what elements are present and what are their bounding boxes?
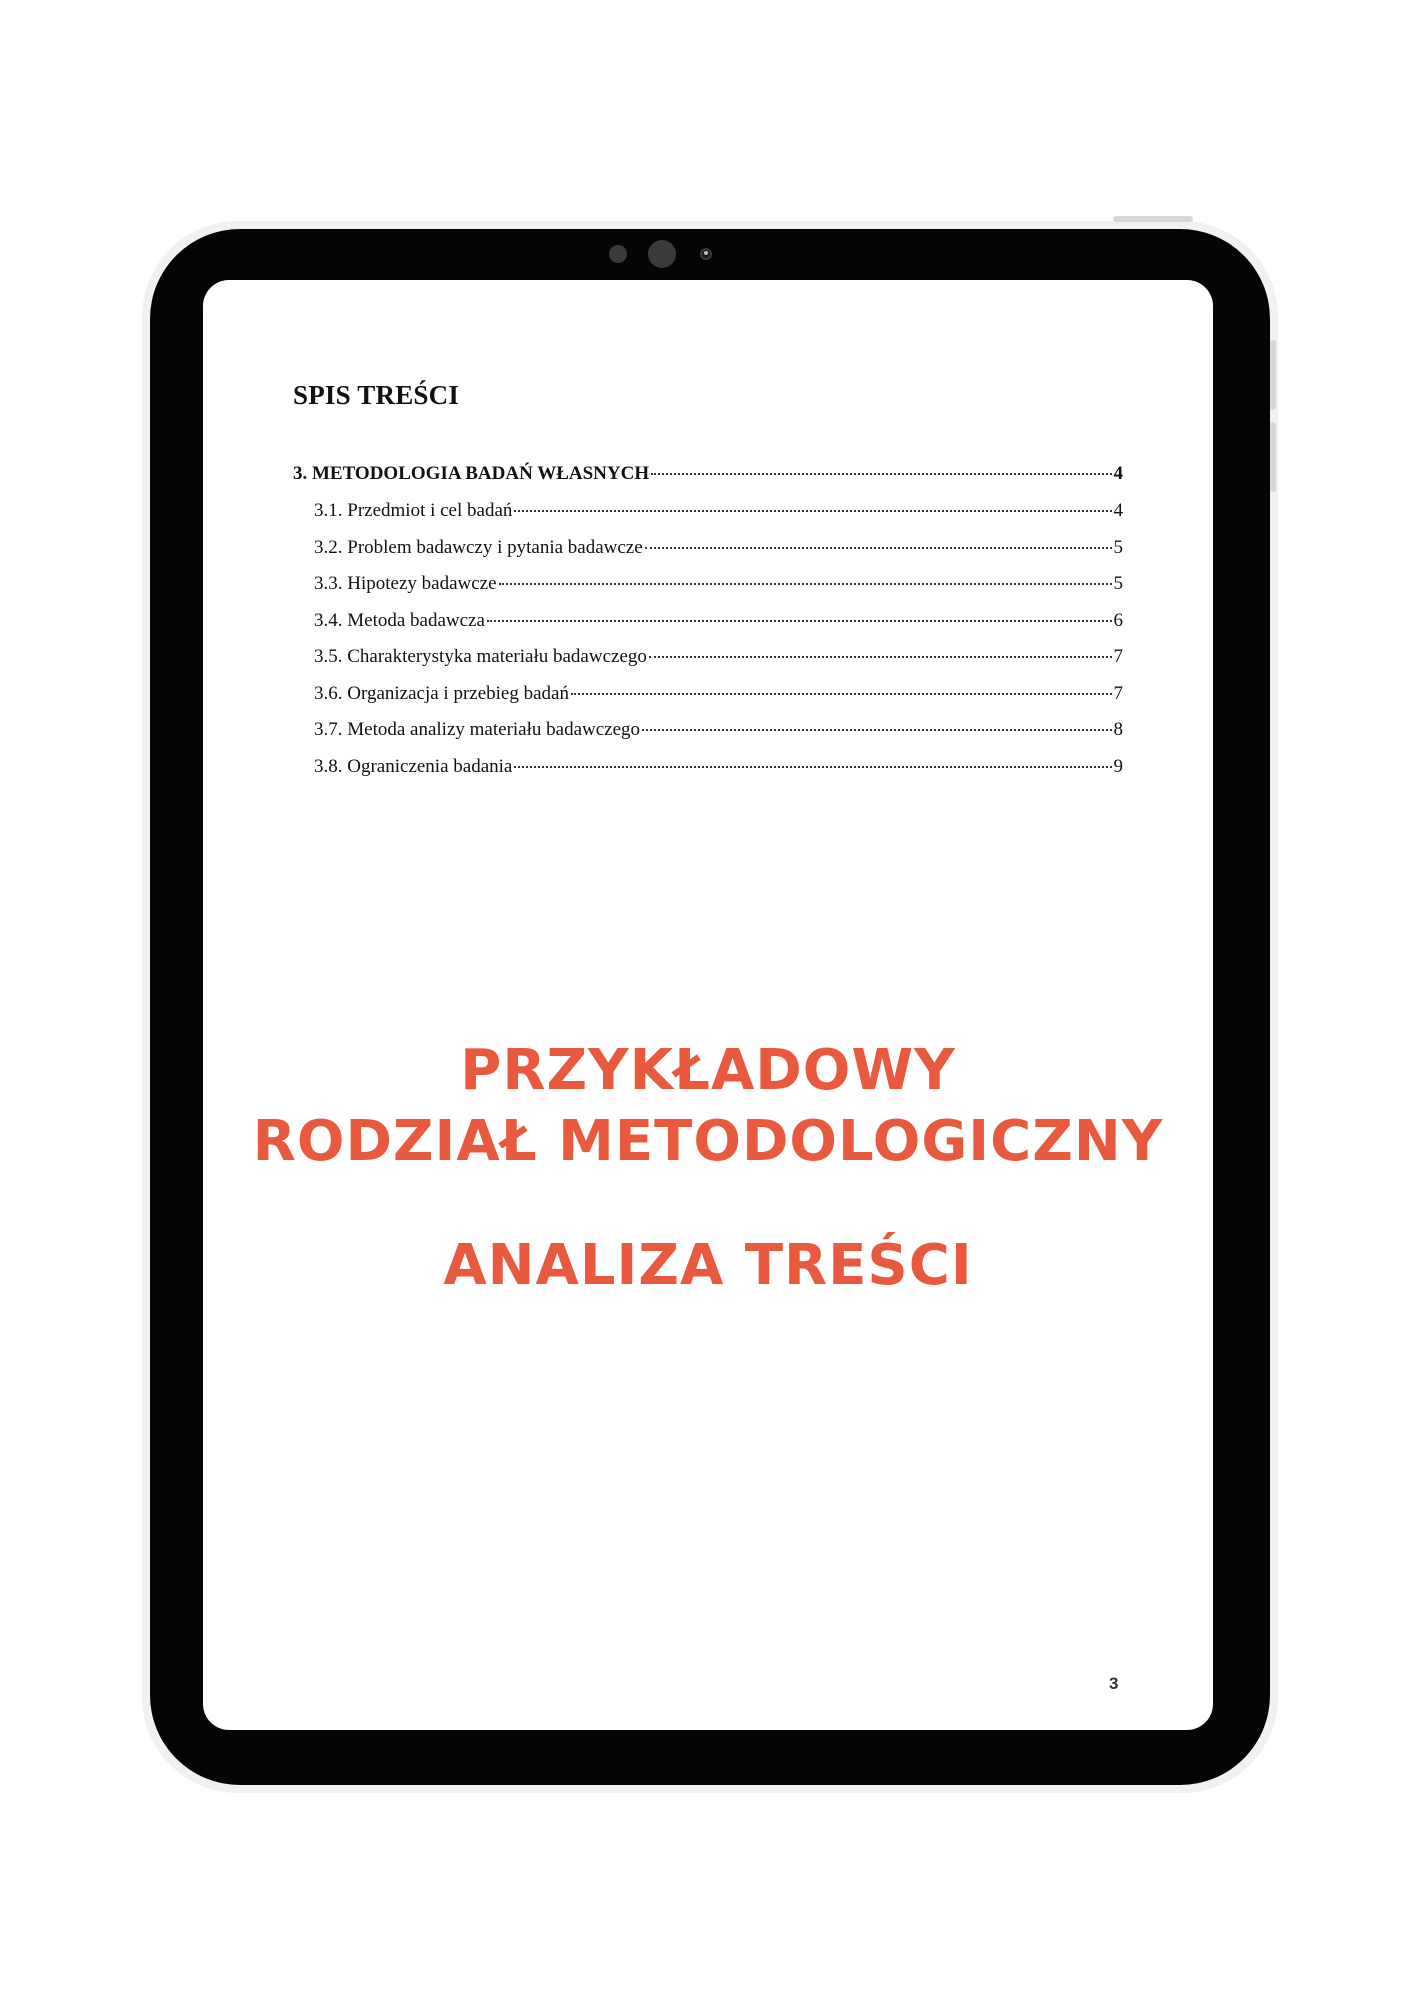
toc-entry[interactable] [293,756,1123,793]
promo-subheading: ANALIZA TREŚCI [443,1233,973,1298]
toc-entry-page: 7 [1113,646,1123,667]
toc-entry[interactable] [293,719,1123,756]
toc-entry-label: 3. METODOLOGIA BADAŃ WŁASNYCH [293,463,650,484]
toc-entry-page: 4 [1113,463,1123,484]
dot-leader [514,766,1111,768]
volume-up-button [1270,340,1276,410]
volume-down-button [1270,422,1276,492]
toc-entry-page: 9 [1113,755,1123,777]
dot-leader [514,510,1111,512]
toc-entry-label: 3.3. Hipotezy badawcze [314,573,497,594]
dot-leader [499,583,1112,585]
toc-entry-page: 4 [1113,500,1123,521]
dot-leader [642,729,1111,731]
toc-entry[interactable] [293,683,1123,720]
dot-leader [571,693,1112,695]
toc-entry-label: 3.6. Organizacja i przebieg badań [314,682,569,704]
toc-entry-page: 7 [1113,682,1123,704]
dot-leader [487,620,1112,622]
toc-entry-chapter[interactable] [293,463,1123,500]
toc-entry[interactable] [293,537,1123,574]
toc-entry-label: 3.5. Charakterystyka materiału badawczego [314,646,647,667]
toc-entry-label: 3.1. Przedmiot i cel badań [314,500,513,521]
page-number: 3 [1109,1674,1119,1693]
toc-entry-label: 3.7. Metoda analizy materiału badawczego [314,719,641,740]
dot-leader [649,656,1112,658]
toc-entry-label: 3.8. Ograniczenia badania [314,755,513,777]
toc-entry[interactable] [293,573,1123,610]
tablet-screen [203,280,1213,1730]
toc-entry-page: 8 [1113,719,1123,740]
dot-leader [645,547,1112,549]
promo-heading-line-2: RODZIAŁ METODOLOGICZNY [252,1109,1164,1174]
toc-entry-label: 3.4. Metoda badawcza [314,609,485,631]
camera-dot-icon [700,248,712,260]
toc-title: SPIS TREŚCI [293,380,460,410]
table-of-contents [293,463,1123,792]
toc-entry[interactable] [293,646,1123,683]
toc-entry-page: 5 [1113,573,1123,594]
toc-entry-page: 6 [1113,609,1123,631]
sensor-icon [609,245,627,263]
camera-lens-icon [648,240,676,268]
toc-entry[interactable] [293,500,1123,537]
dot-leader [651,473,1111,475]
toc-entry[interactable] [293,610,1123,647]
promo-heading-line-1: PRZYKŁADOWY [460,1038,956,1103]
power-button [1113,216,1193,222]
toc-entry-label: 3.2. Problem badawczy i pytania badawcze [314,536,643,558]
toc-entry-page: 5 [1113,536,1123,558]
